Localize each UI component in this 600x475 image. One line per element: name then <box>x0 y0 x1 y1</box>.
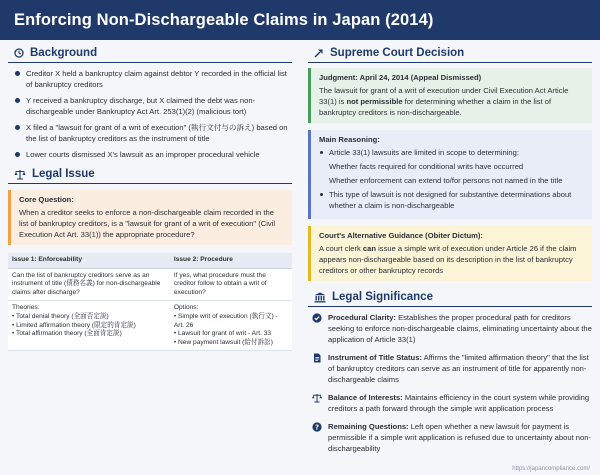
background-item: Y received a bankruptcy discharge, but X claimed the debt was non-dischargeable under Bankruptcy Act Art. 253(1)(2) (malicious tort) <box>8 95 292 117</box>
table-row <box>8 301 292 351</box>
option-item: • New payment lawsuit (給付訴訟) <box>173 338 273 346</box>
judgment-title: Judgment: April 24, 2014 (Appeal Dismissed) <box>319 73 482 82</box>
background-list <box>8 68 292 160</box>
significance-item <box>308 421 592 454</box>
significance-item <box>308 312 592 345</box>
check-circle-icon <box>312 313 322 323</box>
significance-heading <box>308 288 592 307</box>
dictum-text: issue a simple writ of execution under Article 26 if the claim appears non-dischargeable based on its description in the list of bankruptcy creditors or other bankruptcy records <box>319 244 577 275</box>
dictum-emphasis: can <box>362 244 376 253</box>
reasoning-list <box>319 147 584 211</box>
table-cell: If yes, what procedure must the creditor follow to obtain a writ of execution? <box>170 268 292 301</box>
table-cell-theories <box>8 301 170 351</box>
significance-text <box>328 352 592 385</box>
judgment-box <box>308 68 592 123</box>
judgment-text: The lawsuit for grant of a writ of execution under Civil Execution Act Article 33(1) is <box>319 86 569 106</box>
significance-desc: Left open whether a new lawsuit for payment is permissible if a simple writ application is refused due to uncertainty about non-dischargeability <box>328 422 591 453</box>
table-header-row <box>8 253 292 268</box>
document-icon <box>312 353 322 363</box>
significance-desc: Affirms the "limited affirmation theory" that the list of bankruptcy creditors can serve as an instrument of title for apparently non-dischargeable claims <box>328 353 589 384</box>
background-item: Lower courts dismissed X's lawsuit as an improper procedural vehicle <box>8 149 292 160</box>
background-item: Creditor X held a bankruptcy claim against debtor Y recorded in the official list of bankruptcy creditors <box>8 68 292 90</box>
judgment-body <box>319 85 584 118</box>
decision-heading <box>308 44 592 63</box>
table-cell: Can the list of bankruptcy creditors serve as an instrument of title (債務名義) for non-dischargeable claims after discharge? <box>8 268 170 301</box>
reasoning-item: Article 33(1) lawsuits are limited in scope to determining: <box>319 147 584 158</box>
legal-issue-heading <box>8 165 292 184</box>
reasoning-subitem: Whether enforcement can extend to/for persons not named in the title <box>329 176 563 185</box>
table-header-issue2: Issue 2: Procedure <box>170 253 292 268</box>
background-heading-text: Background <box>30 47 98 59</box>
arrow-icon <box>314 48 324 58</box>
options-label: Options: <box>173 304 199 312</box>
significance-label: Remaining Questions: <box>328 422 409 431</box>
title-bar <box>0 0 600 40</box>
judgment-text: for determining whether a claim in the list of bankruptcy creditors is non-dischargeable. <box>319 97 552 117</box>
decision-heading-text: Supreme Court Decision <box>330 47 465 59</box>
significance-text <box>328 421 592 454</box>
background-heading <box>8 44 292 63</box>
significance-label: Instrument of Title Status: <box>328 353 422 362</box>
option-item: • Lawsuit for grant of writ - Art. 33 <box>173 330 272 338</box>
judgment-emphasis: not permissible <box>346 97 403 106</box>
theory-item: • Total affirmation theory (全面肯定説) <box>12 330 122 338</box>
significance-item <box>308 352 592 385</box>
theory-item: • Total denial theory (全面否定説) <box>12 312 109 320</box>
significance-item <box>308 392 592 414</box>
reasoning-item: This type of lawsuit is not designed for substantive determinations about whether a claim is non-dischargeable <box>319 189 584 211</box>
scales-icon <box>14 169 26 180</box>
dictum-box <box>308 226 592 281</box>
table-row <box>8 268 292 301</box>
dictum-body <box>319 243 584 276</box>
theories-label: Theories: <box>12 304 40 312</box>
table-header-issue1: Issue 1: Enforceability <box>8 253 170 268</box>
footer-url: https://japancompliance.com/ <box>512 466 590 472</box>
significance-text <box>328 392 592 414</box>
significance-heading-text: Legal Significance <box>332 291 433 303</box>
history-icon <box>14 48 24 58</box>
dictum-title: Court's Alternative Guidance (Obiter Dictum): <box>319 231 483 240</box>
svg-text:?: ? <box>314 423 320 432</box>
courthouse-icon <box>314 292 326 303</box>
dictum-text: A court clerk <box>319 244 363 253</box>
reasoning-subitem: Whether facts required for conditional writs have occurred <box>329 162 524 171</box>
left-column <box>0 40 300 351</box>
significance-label: Balance of Interests: <box>328 393 403 402</box>
significance-desc: Maintains efficiency in the court system while providing creditors a path forward through the simple writ application process <box>328 393 590 413</box>
theory-item: • Limited affirmation theory (限定的肯定説) <box>12 321 136 329</box>
reasoning-box <box>308 130 592 219</box>
significance-label: Procedural Clarity: <box>328 313 396 322</box>
table-cell-options <box>170 301 292 351</box>
significance-desc: Establishes the proper procedural path for creditors seeking to enforce non-dischargeable claims, eliminating uncertainty about the application of Article 33(1) <box>328 313 592 344</box>
reasoning-title: Main Reasoning: <box>319 135 380 144</box>
legal-issue-heading-text: Legal Issue <box>32 168 95 180</box>
question-circle-icon <box>312 422 322 432</box>
page-title: Enforcing Non-Dischargeable Claims in Japan (2014) <box>14 10 434 29</box>
issues-table <box>8 253 292 351</box>
option-item: • Simple writ of execution (執行文) - Art. 26 <box>173 312 278 329</box>
significance-text <box>328 312 592 345</box>
core-question-body: When a creditor seeks to enforce a non-dischargeable claim recorded in the list of bankruptcy creditors, is a "lawsuit for grant of a writ of execution" (Civil Execution Act Art. 33(1)) the appropriate procedure? <box>19 208 276 239</box>
balance-icon <box>312 393 322 403</box>
core-question-title: Core Question: <box>19 195 74 204</box>
core-question-callout <box>8 190 292 245</box>
right-column <box>300 40 600 461</box>
background-item: X filed a "lawsuit for grant of a writ of execution" (執行文付与の訴え) based on the list of bankruptcy creditors as the instrument of title <box>8 122 292 144</box>
